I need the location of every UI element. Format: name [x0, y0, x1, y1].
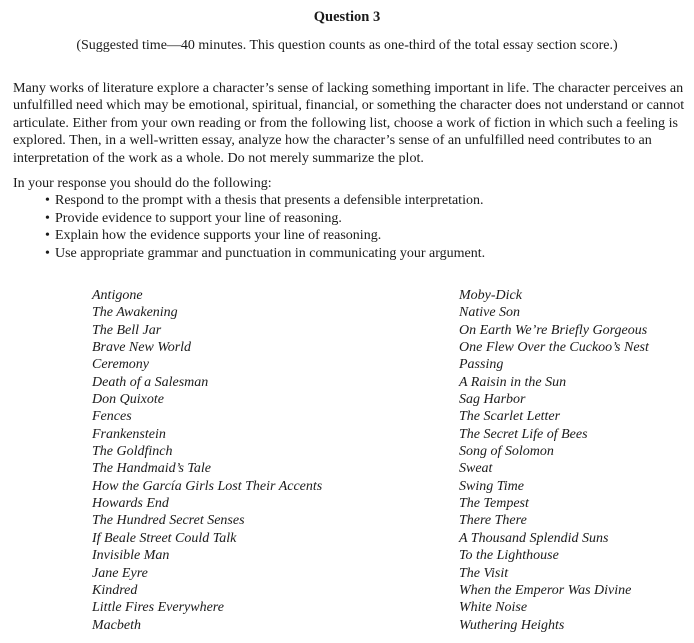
work-title-text: One Flew Over the Cuckoo’s Nest: [459, 340, 649, 356]
work-title-text: Fences: [92, 409, 132, 425]
work-title: [92, 599, 322, 616]
work-title: [459, 374, 649, 391]
bullet-point: •: [45, 228, 50, 243]
work-title-text: If Beale Street Could Talk: [92, 530, 237, 546]
work-title: [459, 287, 649, 304]
instruction-item-text: Respond to the prompt with a thesis that presents a defensible interpretation.: [55, 193, 484, 208]
work-title-text: Passing: [459, 357, 504, 373]
work-title: [92, 460, 322, 477]
work-title: [92, 512, 322, 529]
work-title-text: The Handmaid’s Tale: [92, 461, 212, 477]
bullet-point: •: [45, 193, 50, 208]
work-title-text: Moby-Dick: [459, 288, 522, 303]
work-title-text: There There: [459, 513, 527, 529]
work-title: [459, 460, 649, 477]
suggested-time-note: (Suggested time—40 minutes. This question counts as one-third of the total essay section score.): [76, 38, 618, 53]
work-title-text: Song of Solomon: [459, 444, 554, 460]
work-title: [459, 339, 649, 356]
work-title: [92, 478, 322, 495]
work-title: [459, 322, 649, 339]
work-title-text: The Awakening: [92, 305, 178, 321]
work-title: [92, 356, 322, 373]
work-title: [92, 339, 322, 356]
work-title: [92, 408, 322, 425]
work-title-text: Brave New World: [92, 340, 192, 356]
work-title-text: The Scarlet Letter: [459, 409, 561, 425]
work-title: [92, 530, 322, 547]
work-title-text: Macbeth: [92, 617, 141, 633]
work-title: [92, 495, 322, 512]
work-title-text: The Secret Life of Bees: [459, 426, 588, 442]
work-title-text: Kindred: [92, 582, 138, 598]
work-title-text: Don Quixote: [92, 392, 164, 408]
work-title: [92, 582, 322, 599]
instruction-item: [45, 245, 485, 263]
work-title: [92, 426, 322, 443]
work-title-text: Invisible Man: [92, 548, 170, 564]
instruction-item: [45, 210, 485, 228]
work-title-text: Sweat: [459, 461, 493, 477]
work-title: [459, 599, 649, 616]
instruction-item-text: Provide evidence to support your line of reasoning.: [55, 210, 342, 226]
work-title: [459, 512, 649, 529]
work-title-text: Death of a Salesman: [92, 374, 209, 390]
work-title-text: The Goldfinch: [92, 444, 173, 460]
work-title-text: Frankenstein: [92, 426, 166, 442]
work-title: [92, 374, 322, 391]
work-title: [459, 443, 649, 460]
bullet-point: •: [45, 245, 50, 261]
work-title-text: On Earth We’re Briefly Gorgeous: [459, 322, 648, 338]
work-title-text: Little Fires Everywhere: [92, 600, 224, 616]
question-title: Question 3: [313, 9, 381, 25]
work-title: [92, 391, 322, 408]
work-title: [92, 565, 322, 582]
instructions-intro: In your response you should do the following:: [13, 176, 272, 191]
work-title-text: The Hundred Secret Senses: [92, 513, 245, 529]
work-title: [459, 478, 649, 495]
work-title: [459, 408, 649, 425]
work-title: [459, 617, 649, 634]
work-title-text: Antigone: [92, 288, 143, 303]
instruction-item: [45, 192, 485, 210]
work-title: [459, 426, 649, 443]
essay-prompt: Many works of literature explore a character’s sense of lacking something important in life. The character perceives an unfulfilled need which may be emotional, spiritual, financial, or something the character does not understand or cannot articulate. Either from your own reading or from the following list, choose a work of fiction in which such a feeling is explored. Then, in a well-written essay, analyze how the character’s sense of an unfulfilled need contributes to an interpretation of the work as a whole. Do not merely summarize the plot.: [13, 80, 685, 166]
work-title-text: White Noise: [459, 600, 528, 616]
instruction-item: [45, 227, 485, 245]
work-title: [459, 391, 649, 408]
work-title-text: A Thousand Splendid Suns: [459, 530, 609, 546]
bullet-point: •: [45, 210, 50, 226]
work-title-text: The Bell Jar: [92, 322, 162, 338]
work-title-text: To the Lighthouse: [459, 548, 559, 564]
work-title: [459, 530, 649, 547]
work-title-text: Wuthering Heights: [459, 617, 565, 633]
work-title: [459, 304, 649, 321]
work-title-text: A Raisin in the Sun: [459, 374, 567, 390]
instruction-item-text: Explain how the evidence supports your line of reasoning.: [55, 228, 382, 243]
instruction-item-text: Use appropriate grammar and punctuation in communicating your argument.: [55, 245, 486, 261]
work-title-text: How the García Girls Lost Their Accents: [92, 478, 323, 494]
work-title-text: Howards End: [92, 496, 169, 512]
work-title-text: When the Emperor Was Divine: [459, 582, 632, 598]
work-title-text: Native Son: [459, 305, 521, 321]
work-title: [459, 547, 649, 564]
instructions-list: [45, 192, 485, 262]
work-title: [92, 547, 322, 564]
work-title: [92, 304, 322, 321]
works-list-left: [92, 287, 322, 634]
work-title: [92, 322, 322, 339]
work-title-text: Swing Time: [459, 478, 524, 494]
work-title: [459, 356, 649, 373]
work-title: [92, 617, 322, 634]
work-title-text: Jane Eyre: [92, 565, 148, 581]
works-list-right: [459, 287, 649, 634]
work-title-text: The Tempest: [459, 496, 529, 512]
work-title: [459, 495, 649, 512]
work-title: [92, 287, 322, 304]
work-title-text: Sag Harbor: [459, 392, 526, 408]
work-title-text: The Visit: [459, 565, 509, 581]
work-title: [92, 443, 322, 460]
work-title: [459, 582, 649, 599]
work-title: [459, 565, 649, 582]
work-title-text: Ceremony: [92, 357, 150, 373]
